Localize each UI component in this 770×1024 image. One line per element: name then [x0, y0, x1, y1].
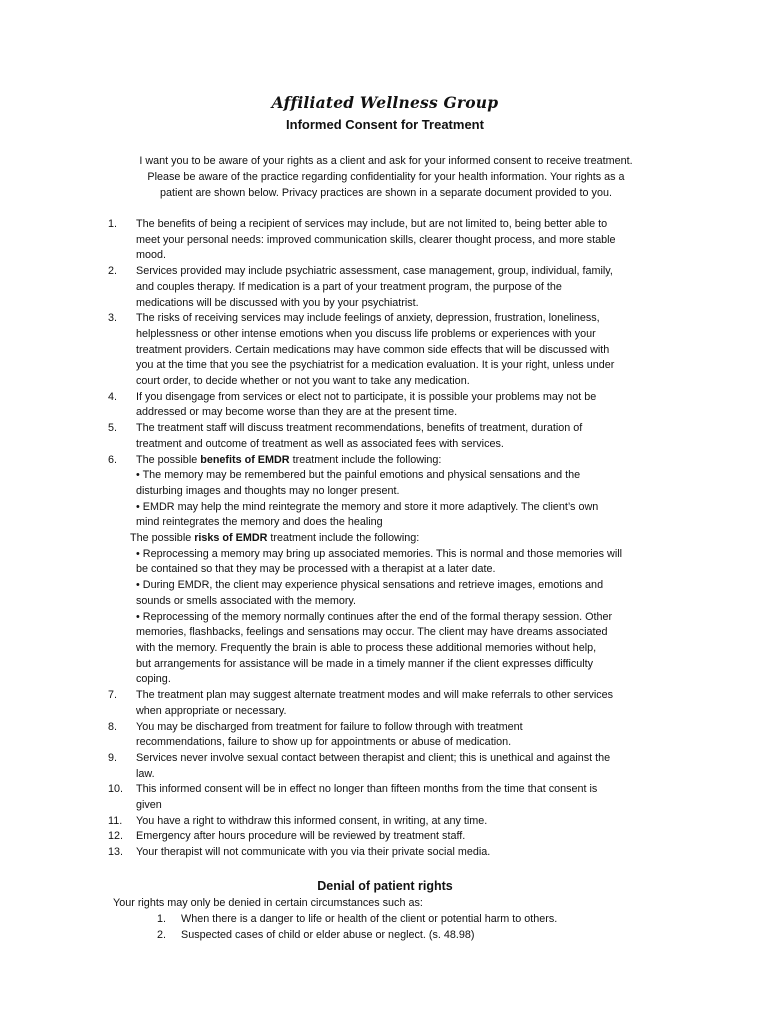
risks-heading-pre: The possible	[130, 532, 195, 545]
list-item-emdr	[108, 453, 668, 532]
item-line: Your therapist will not communicate with you via their private social media.	[136, 846, 491, 859]
item-number: 12.	[108, 830, 124, 843]
intro-line: I want you to be aware of your rights as a client and ask for your informed consent to receive treatment.	[139, 155, 633, 167]
item-line: treatment and outcome of treatment as well as associated fees with services.	[136, 437, 504, 450]
denial-list-item	[157, 912, 557, 928]
item-line: Services never involve sexual contact between therapist and client; this is unethical and against the	[136, 751, 611, 764]
item-line: This informed consent will be in effect no longer than fifteen months from the time that consent is	[136, 783, 598, 796]
item-line: treatment providers. Certain medications may have common side effects that will be discussed with	[136, 343, 610, 356]
list-item	[108, 845, 668, 861]
list-item	[108, 751, 668, 782]
risks-heading-post: treatment include the following:	[267, 532, 420, 545]
item-line: given	[136, 799, 162, 812]
item-number: 5.	[108, 422, 118, 435]
emdr-risks-block	[130, 531, 668, 547]
item-line: you at the time that you see the psychiatrist for a medication evaluation. It is your right, unless under	[136, 359, 615, 372]
item-line: law.	[136, 767, 155, 780]
intro-paragraph	[108, 153, 664, 202]
item-line: The treatment plan may suggest alternate treatment modes and will make referrals to other services	[136, 689, 614, 702]
denial-list	[157, 912, 557, 943]
document-title: Informed Consent for Treatment	[286, 117, 484, 132]
list-item	[108, 421, 668, 452]
benefits-heading-bold: benefits of EMDR	[200, 453, 290, 466]
item-line: meet your personal needs: improved communication skills, clearer thought process, and more stable	[136, 233, 616, 246]
benefits-heading-pre: The possible	[136, 453, 201, 466]
item-number: 9.	[108, 751, 118, 764]
risk-line: coping.	[136, 673, 171, 686]
list-item	[108, 720, 668, 751]
risk-line: • Reprocessing a memory may bring up associated memories. This is normal and those memories will	[136, 547, 623, 560]
risk-line: • During EMDR, the client may experience physical sensations and retrieve images, emotions and	[136, 579, 604, 592]
denial-intro: Your rights may only be denied in certain circumstances such as:	[113, 897, 423, 909]
item-number: 3.	[108, 312, 118, 325]
emdr-risks-heading	[130, 531, 668, 547]
list-item	[108, 311, 668, 390]
item-number: 2.	[157, 928, 167, 941]
risk-line: • Reprocessing of the memory normally continues after the end of the formal therapy session. Other	[136, 610, 613, 623]
item-line: addressed or may become worse than they are at the present time.	[136, 406, 458, 419]
item-line: You may be discharged from treatment for failure to follow through with treatment	[136, 720, 523, 733]
item-number: 6.	[108, 453, 118, 466]
benefit-line: • EMDR may help the mind reintegrate the memory and store it more adaptively. The client’s own	[136, 500, 599, 513]
benefit-line: disturbing images and thoughts may no longer present.	[136, 484, 400, 497]
item-number: 1.	[157, 913, 167, 925]
item-line: If you disengage from services or elect not to participate, it is possible your problems may not be	[136, 390, 597, 403]
risk-line: memories, flashbacks, feelings and sensations may occur. The client may have dreams associated	[136, 626, 608, 639]
item-number: 11.	[108, 814, 123, 827]
emdr-risks-list	[108, 547, 668, 688]
item-line: Services provided may include psychiatric assessment, case management, group, individual, family,	[136, 265, 613, 278]
rights-list	[108, 217, 668, 861]
item-line: The risks of receiving services may include feelings of anxiety, depression, frustration, loneliness,	[136, 312, 600, 325]
item-line: When there is a danger to life or health of the client or potential harm to others.	[181, 913, 558, 925]
item-line: Suspected cases of child or elder abuse or neglect. (s. 48.98)	[181, 928, 475, 941]
item-line: when appropriate or necessary.	[136, 704, 287, 717]
organization-name: Affiliated Wellness Group	[271, 93, 499, 112]
risk-line: with the memory. Frequently the brain is able to process these additional memories without help,	[136, 641, 597, 654]
risk-line: but arrangements for assistance will be made in a timely manner if the client expresses difficulty	[136, 657, 594, 670]
item-line: Emergency after hours procedure will be reviewed by treatment staff.	[136, 830, 466, 843]
emdr-benefits-heading	[136, 453, 668, 469]
item-number: 8.	[108, 720, 118, 733]
risks-heading-bold: risks of EMDR	[194, 532, 268, 545]
item-line: You have a right to withdraw this informed consent, in writing, at any time.	[136, 814, 488, 827]
item-line: and couples therapy. If medication is a part of your treatment program, the purpose of the	[136, 280, 562, 293]
item-line: The benefits of being a recipient of services may include, but are not limited to, being better able to	[136, 218, 608, 230]
item-number: 13.	[108, 846, 124, 859]
list-item	[108, 814, 668, 830]
item-number: 10.	[108, 783, 124, 796]
list-item	[108, 829, 668, 845]
list-item	[108, 688, 668, 719]
denial-list-item	[157, 928, 557, 944]
item-number: 7.	[108, 689, 118, 702]
item-line: helplessness or other intense emotions when you discuss life problems or experiences with your	[136, 327, 596, 340]
intro-line: patient are shown below. Privacy practices are shown in a separate document provided to you.	[160, 187, 612, 200]
item-line: court order, to decide whether or not you want to take any medication.	[136, 375, 470, 388]
item-line: The treatment staff will discuss treatment recommendations, benefits of treatment, duration of	[136, 422, 583, 435]
risk-line: be contained so that they may be processed with a therapist at a later date.	[136, 563, 496, 576]
item-number: 2.	[108, 265, 118, 278]
intro-line: Please be aware of the practice regarding confidentiality for your health information. Your rights as a	[147, 171, 625, 184]
item-number: 4.	[108, 390, 118, 403]
benefit-line: • The memory may be remembered but the painful emotions and physical sensations and the	[136, 469, 581, 482]
benefits-heading-post: treatment include the following:	[289, 453, 442, 466]
list-item	[108, 264, 668, 311]
list-item	[108, 390, 668, 421]
risk-line: sounds or smells associated with the memory.	[136, 594, 357, 607]
denial-section-title: Denial of patient rights	[317, 879, 453, 893]
item-number: 1.	[108, 218, 118, 230]
list-item	[108, 782, 668, 813]
item-line: recommendations, failure to show up for appointments or abuse of medication.	[136, 736, 512, 749]
benefit-line: mind reintegrates the memory and does the healing	[136, 516, 383, 529]
item-line: mood.	[136, 249, 167, 262]
list-item	[108, 217, 668, 264]
item-line: medications will be discussed with you by your psychiatrist.	[136, 296, 419, 309]
